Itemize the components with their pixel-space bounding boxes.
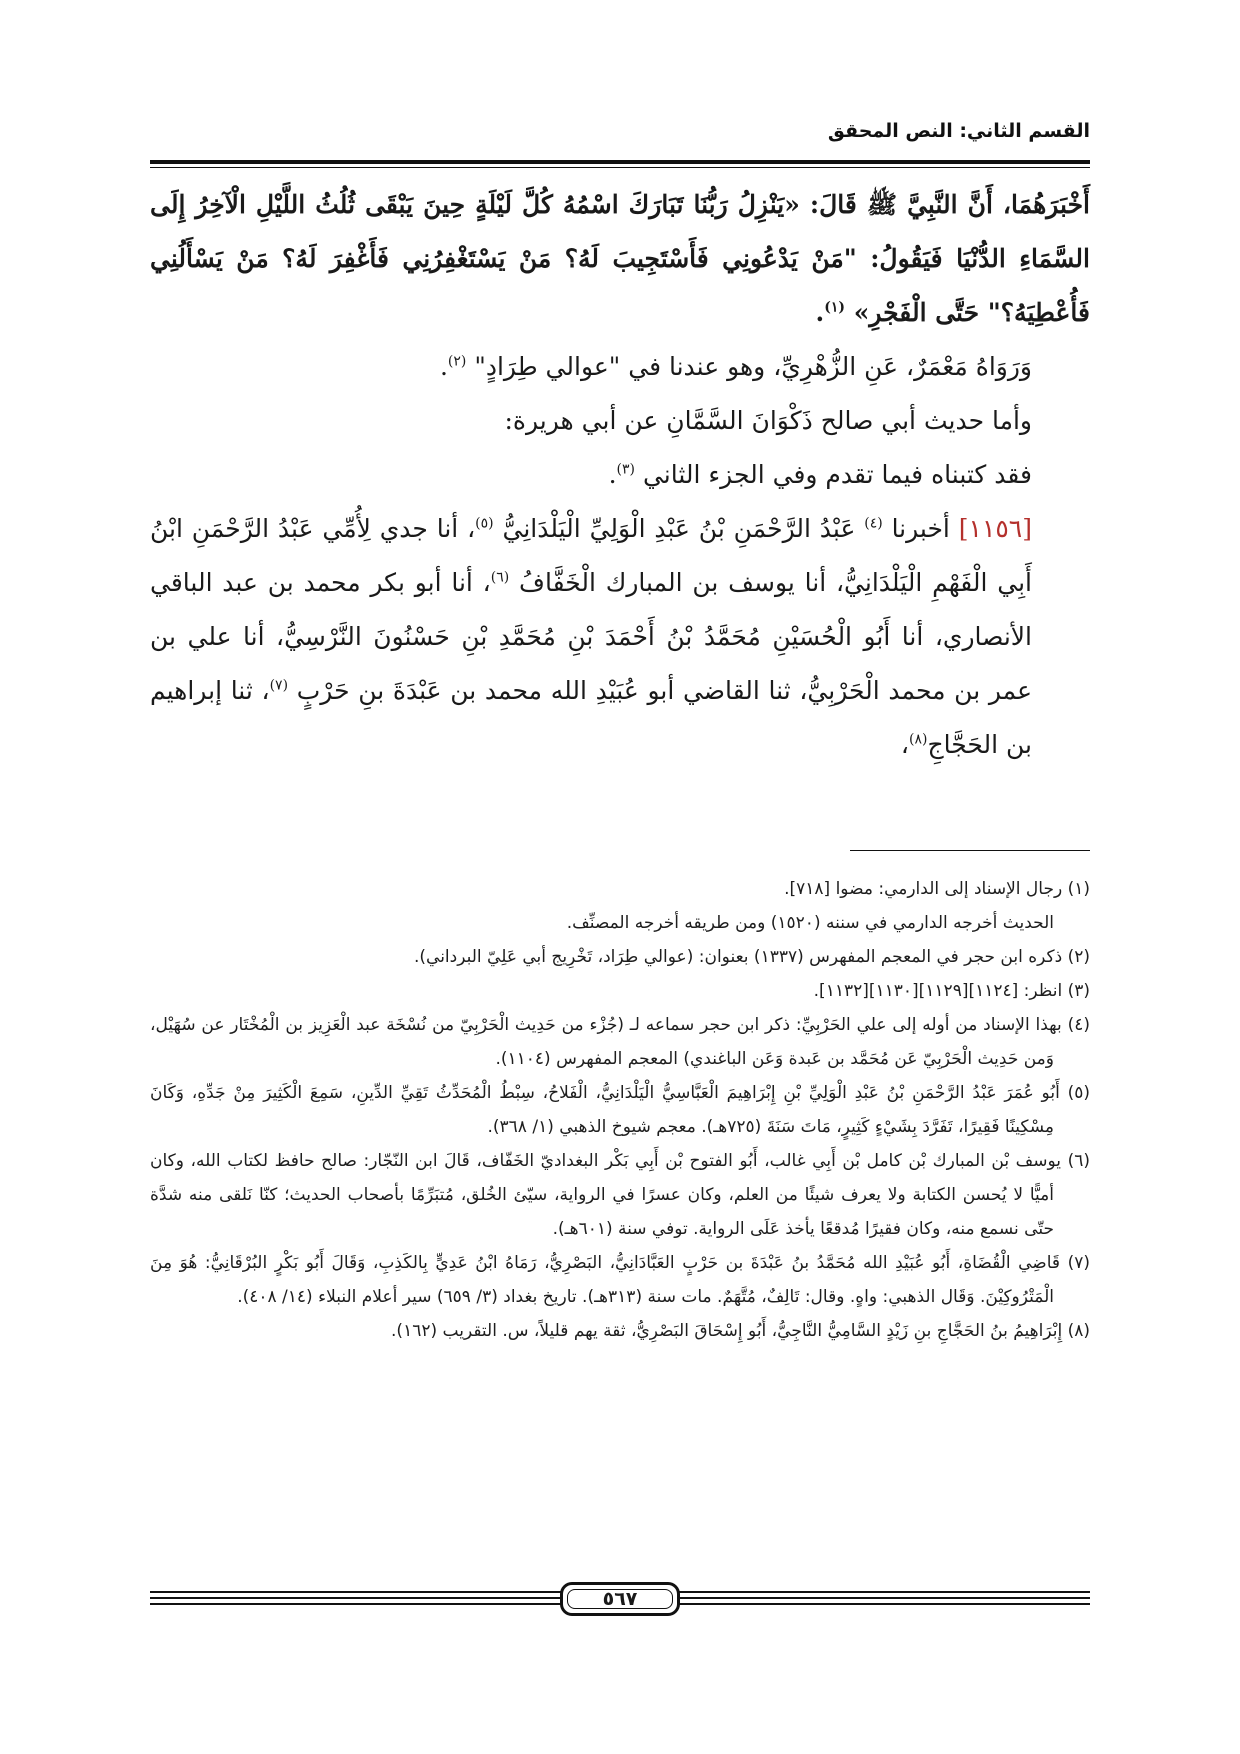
footnote-ref: (١) (824, 299, 846, 316)
footnote-ref: (٨) (909, 731, 928, 748)
page-footer (150, 1580, 1090, 1620)
paragraph: وَرَوَاهُ مَعْمَرٌ، عَنِ الزُّهْرِيِّ، وهو عندنا في "عوالي طِرَادٍ" $^{(٢)}$. (439, 352, 1032, 381)
footnotes (150, 872, 1090, 1348)
footnote: (٥) أَبُو عُمَرَ عَبْدُ الرَّحْمَنِ بْنُ عَبْدِ الْوَلِيِّ بْنِ إِبْرَاهِيمَ الْعَبَّاسِيُّ الْيَلْدَانِيُّ، الْفَلاحُ، سِبْطُ الْمُحَدِّثُ تَقِيِّ الدِّينِ، سَمِعَ الْكَثِيرَ مِنْ جَدِّهِ، وَكَانَ مِسْكِينًا فَقِيرًا، تَفَرَّدَ بِشَيْءٍ كَثِيرٍ، مَاتَ سَنَةَ (٧٢٥هـ). معجم شيوخ الذهبي (١/ ٣٦٨). (150, 1083, 1090, 1137)
footnote-separator (850, 850, 1090, 851)
footnote: الحديث أخرجه الدارمي في سننه (١٥٢٠) ومن طريقه أخرجه المصنِّف. (566, 913, 1054, 933)
isnad-paragraph: [١١٥٦] أخبرنا $^{(٤)}$ عَبْدُ الرَّحْمَنِ بْنُ عَبْدِ الْوَلِيِّ الْيَلْدَانِيُّ $^{(٥)}$، أنا جدي لِأُمِّي عَبْدُ الرَّحْمَنِ ابْنُ أَبِي الْفَهْمِ الْيَلْدَانِيُّ، أنا يوسف بن المبارك الْخَفَّافُ $^{(٦)}$، أنا أبو بكر محمد بن عبد الباقي الأنصاري، أنا أَبُو الْحُسَيْنِ مُحَمَّدُ بْنُ أَحْمَدَ بْنِ مُحَمَّدِ بْنِ حَسْنُونَ النَّرْسِيُّ، أنا علي بن عمر بن محمد الْحَرْبِيُّ، ثنا القاضي أبو عُبَيْدِ الله محمد بن عَبْدَةَ بنِ حَرْبٍ $^{(٧)}$، ثنا إبراهيم بن الحَجَّاجِ$^{(٨)}$، (150, 514, 1033, 759)
footnote: (١) رجال الإسناد إلى الدارمي: مضوا [٧١٨]. (784, 879, 1090, 899)
hadith-continuation: أَخْبَرَهُمَا، أَنَّ النَّبِيَّ ﷺ قَالَ: «يَنْزِلُ رَبُّنَا تَبَارَكَ اسْمُهُ كُلَّ لَيْلَةٍ حِينَ يَبْقَى ثُلُثُ اللَّيْلِ الْآخِرُ إِلَى السَّمَاءِ الدُّنْيَا فَيَقُولُ: "مَنْ يَدْعُونِي فَأَسْتَجِيبَ لَهُ؟ مَنْ يَسْتَغْفِرُنِي فَأَغْفِرَ لَهُ؟ مَنْ يَسْأَلُنِي فَأُعْطِيَهُ؟" حَتَّى الْفَجْرِ» $^{(١)}$. (150, 190, 1090, 327)
footnote: (٦) يوسف بْن المبارك بْن كامل بْن أَبِي غالب، أَبُو الفتوح بْن أَبِي بَكْر البغداديّ الخَفّاف، قَالَ ابن النّجّار: صالح حافظ لكتاب الله، وكان أميًّا لا يُحسن الكتابة ولا يعرف شيئًا من العلم، وكان عسرًا في الرواية، سيّئ الخُلق، مُتبَرِّمًا بأصحاب الحديث؛ كنّا نَلقى منه شدَّة حتّى نسمع منه، وكان فقيرًا مُدقعًا يأخذ عَلَى الرواية. توفي سنة (٦٠١هـ). (150, 1151, 1090, 1239)
footnote-ref: (٤) (864, 515, 883, 532)
main-text (150, 178, 1090, 772)
header-rule (150, 160, 1090, 168)
footnote-ref: (٢) (447, 353, 467, 370)
running-header: القسم الثاني: النص المحقق (827, 120, 1090, 142)
footnote: (٢) ذكره ابن حجر في المعجم المفهرس (١٣٣٧) بعنوان: (عوالي طِرَاد، تَخْرِيج أبي عَلِيّ البرداني). (414, 947, 1090, 967)
hadith-number: [١١٥٦] (958, 514, 1032, 543)
paragraph: وأما حديث أبي صالح ذَكْوَانَ السَّمَّانِ عن أبي هريرة: (504, 406, 1032, 435)
footnote: (٧) قَاضِي الْقُضَاةِ، أَبُو عُبَيْدِ الله مُحَمَّدُ بنُ عَبْدَةَ بن حَرْبٍ العَبَّادَانِيُّ، البَصْرِيُّ، رَمَاهُ ابْنُ عَدِيٍّ بِالكَذِبِ، وَقَالَ أَبُو بَكْرٍ البُرْقَانِيُّ: هُوَ مِنَ الْمَتْرُوكِيْنَ. وَقَال الذهبي: واهٍ. وقال: تَالِفٌ، مُتَّهَمٌ. مات سنة (٣١٣هـ). تاريخ بغداد (٣/ ٦٥٩) سير أعلام النبلاء (١٤/ ٤٠٨). (150, 1253, 1090, 1307)
footnote: (٣) انظر: [١١٢٤][١١٢٩][١١٣٠][١١٣٢]. (813, 981, 1090, 1001)
footnote-ref: (٣) (616, 461, 635, 478)
page-number: ٥٦٧ (560, 1582, 680, 1616)
footnote: (٤) بهذا الإسناد من أوله إلى علي الحَرْبِيِّ: ذكر ابن حجر سماعه لـ (جُزْء من حَدِيث الْحَرْبِيّ من نُسْخَة عبد الْعَزِيز بن الْمُخْتَار عن سُهَيْل، وَمن حَدِيث الْحَرْبِيّ عَن مُحَمَّد بن عَبدة وَعَن الباغندي) المعجم المفهرس (١١٠٤). (150, 1015, 1090, 1069)
footnote: (٨) إِبْرَاهِيمُ بنُ الحَجَّاجِ بنِ زَيْدٍ السَّامِيُّ النَّاجِيُّ، أَبُو إِسْحَاقَ البَصْرِيُّ، ثقة يهم قليلاً، س. التقريب (١٦٢). (391, 1321, 1090, 1341)
footnote-ref: (٦) (490, 569, 510, 586)
document-page (150, 120, 1090, 1700)
footnote-ref: (٥) (475, 515, 494, 532)
footnote-ref: (٧) (269, 677, 289, 694)
paragraph: فقد كتبناه فيما تقدم وفي الجزء الثاني $^{(٣)}$. (608, 460, 1032, 489)
